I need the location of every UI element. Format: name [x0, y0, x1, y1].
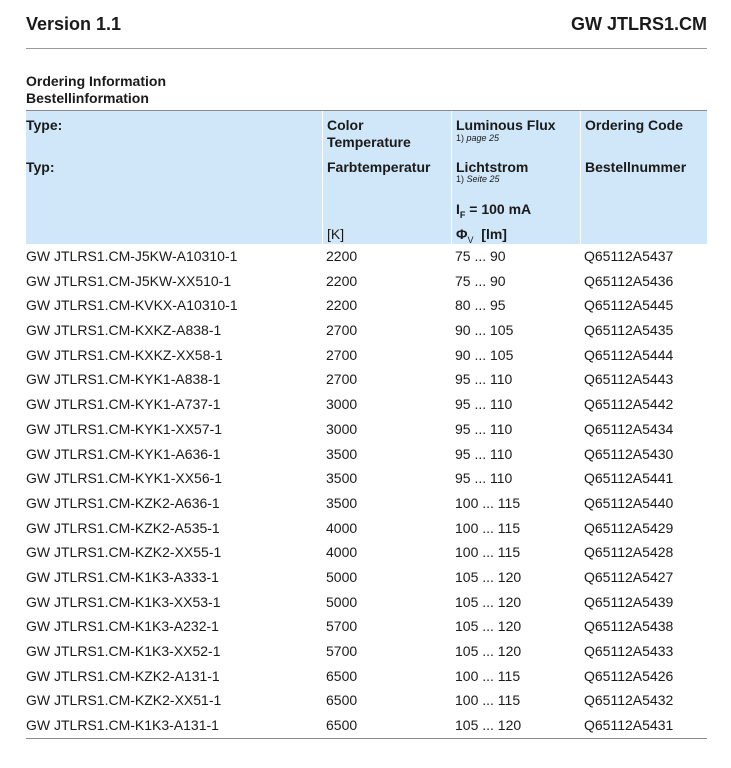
- cell-type: GW JTLRS1.CM-KXKZ-XX58-1: [26, 346, 223, 363]
- cell-type: GW JTLRS1.CM-KZK2-A535-1: [26, 519, 220, 536]
- table-row: [26, 614, 707, 639]
- cell-color-temperature: 3500: [326, 494, 358, 511]
- table-row: [26, 392, 707, 417]
- header-flux-condition: $I_F = 100$ mA: [456, 201, 532, 220]
- cell-luminous-flux: 100 ... 115: [455, 544, 521, 561]
- cell-luminous-flux: 90 ... 105: [455, 346, 514, 363]
- cell-ordering-code: Q65112A5436: [584, 272, 674, 289]
- cell-type: GW JTLRS1.CM-KYK1-A838-1: [26, 371, 221, 388]
- cell-ordering-code: Q65112A5429: [584, 519, 674, 536]
- cell-color-temperature: 3000: [326, 396, 358, 413]
- cell-ordering-code: Q65112A5443: [584, 371, 674, 388]
- cell-ordering-code: Q65112A5427: [584, 568, 674, 585]
- cell-type: GW JTLRS1.CM-KYK1-XX57-1: [26, 420, 223, 437]
- table-body: [26, 244, 707, 738]
- section-title-de: Bestellinformation: [26, 90, 149, 106]
- cell-color-temperature: 2700: [326, 346, 358, 363]
- cell-ordering-code: Q65112A5430: [584, 445, 674, 462]
- table-row: [26, 466, 707, 491]
- cell-luminous-flux: 105 ... 120: [455, 568, 522, 585]
- header-flux-note-de: 1) Seite 25: [456, 174, 500, 184]
- table-row: [26, 664, 707, 689]
- table-row: [26, 491, 707, 516]
- cell-type: GW JTLRS1.CM-K1K3-A333-1: [26, 568, 219, 585]
- cell-ordering-code: Q65112A5428: [584, 544, 674, 561]
- header-color-temperature: [322, 111, 451, 244]
- cell-color-temperature: 3000: [326, 420, 358, 437]
- cell-luminous-flux: 95 ... 110: [455, 371, 513, 388]
- cell-color-temperature: 6500: [326, 692, 358, 709]
- cell-type: GW JTLRS1.CM-K1K3-XX52-1: [26, 643, 221, 659]
- cell-luminous-flux: 100 ... 115: [455, 519, 521, 536]
- table-row: [26, 318, 707, 343]
- cell-color-temperature: 5700: [326, 618, 358, 635]
- header-ordering-code: [580, 111, 707, 244]
- cell-ordering-code: Q65112A5439: [584, 593, 674, 610]
- cell-ordering-code: Q65112A5445: [584, 297, 674, 314]
- header-divider: [26, 48, 707, 49]
- cell-ordering-code: Q65112A5437: [584, 248, 674, 264]
- cell-luminous-flux: 105 ... 120: [455, 643, 522, 659]
- cell-ordering-code: Q65112A5442: [584, 396, 674, 413]
- table-row: [26, 442, 707, 467]
- cell-type: GW JTLRS1.CM-KVKX-A10310-1: [26, 297, 238, 314]
- cell-type: GW JTLRS1.CM-KZK2-A131-1: [26, 667, 220, 684]
- cell-type: GW JTLRS1.CM-J5KW-XX510-1: [26, 272, 232, 289]
- cell-type: GW JTLRS1.CM-KYK1-A737-1: [26, 396, 221, 413]
- version-label: Version 1.1: [26, 14, 122, 34]
- table-row: [26, 293, 707, 318]
- cell-color-temperature: 2700: [326, 371, 358, 388]
- table-row: [26, 639, 707, 664]
- cell-color-temperature: 5000: [326, 568, 358, 585]
- table-bottom-rule: [26, 738, 707, 739]
- header-flux-note-en: 1) page 25: [456, 133, 500, 143]
- header-code-en: Ordering Code: [585, 117, 684, 133]
- cell-ordering-code: Q65112A5431: [584, 717, 674, 734]
- cell-color-temperature: 2200: [326, 248, 358, 264]
- cell-type: GW JTLRS1.CM-K1K3-A232-1: [26, 618, 219, 635]
- cell-luminous-flux: 95 ... 110: [455, 420, 513, 437]
- cell-color-temperature: 6500: [326, 717, 358, 734]
- header-type-en: Type:: [26, 117, 63, 133]
- header-type-de: Typ:: [26, 159, 55, 175]
- cell-ordering-code: Q65112A5433: [584, 643, 674, 659]
- cell-color-temperature: 4000: [326, 519, 358, 536]
- header-cct-en-2: Temperature: [327, 134, 411, 150]
- table-row: [26, 417, 707, 442]
- product-name: GW JTLRS1.CM: [570, 14, 707, 34]
- cell-ordering-code: Q65112A5444: [584, 346, 674, 363]
- cell-ordering-code: Q65112A5438: [584, 618, 674, 635]
- cell-color-temperature: 2200: [326, 297, 358, 314]
- table-header: [26, 110, 707, 244]
- cell-luminous-flux: 80 ... 95: [455, 297, 506, 314]
- table-row: [26, 565, 707, 590]
- cell-luminous-flux: 90 ... 105: [455, 322, 514, 339]
- cell-type: GW JTLRS1.CM-K1K3-A131-1: [26, 717, 219, 734]
- cell-luminous-flux: 95 ... 110: [455, 396, 513, 413]
- table-row: [26, 244, 707, 269]
- cell-color-temperature: 5000: [326, 593, 358, 610]
- cell-color-temperature: 6500: [326, 667, 358, 684]
- cell-type: GW JTLRS1.CM-KZK2-XX51-1: [26, 692, 222, 709]
- cell-luminous-flux: 100 ... 115: [455, 494, 521, 511]
- cell-luminous-flux: 95 ... 110: [455, 470, 513, 487]
- table-row: [26, 343, 707, 368]
- cell-ordering-code: Q65112A5426: [584, 667, 674, 684]
- cell-ordering-code: Q65112A5434: [584, 420, 674, 437]
- header-type: [26, 111, 322, 244]
- cell-ordering-code: Q65112A5440: [584, 494, 674, 511]
- cell-luminous-flux: 95 ... 110: [455, 445, 513, 462]
- cell-luminous-flux: 105 ... 120: [455, 618, 522, 635]
- cell-type: GW JTLRS1.CM-KYK1-A636-1: [26, 445, 221, 462]
- cell-type: GW JTLRS1.CM-KZK2-XX55-1: [26, 544, 222, 561]
- cell-luminous-flux: 100 ... 115: [455, 667, 521, 684]
- cell-color-temperature: 3500: [326, 470, 358, 487]
- cell-color-temperature: 2700: [326, 322, 358, 339]
- header-flux-en: Luminous Flux: [456, 117, 556, 133]
- ordering-table: [26, 110, 707, 739]
- cell-luminous-flux: 105 ... 120: [455, 593, 522, 610]
- table-row: [26, 540, 707, 565]
- header-code-de: Bestellnummer: [585, 159, 687, 175]
- header-flux-unit: $\Phi_V$ [lm]: [456, 226, 507, 245]
- cell-type: GW JTLRS1.CM-KZK2-A636-1: [26, 494, 220, 511]
- cell-luminous-flux: 75 ... 90: [455, 248, 506, 264]
- cell-type: GW JTLRS1.CM-K1K3-XX53-1: [26, 593, 221, 610]
- cell-type: GW JTLRS1.CM-KYK1-XX56-1: [26, 470, 223, 487]
- cell-ordering-code: Q65112A5441: [584, 470, 674, 487]
- table-row: [26, 713, 707, 738]
- cell-color-temperature: 3500: [326, 445, 358, 462]
- cell-color-temperature: 2200: [326, 272, 358, 289]
- table-row: [26, 590, 707, 615]
- section-title-en: Ordering Information: [26, 73, 166, 89]
- header-cct-unit: [K]: [327, 226, 345, 242]
- section-title: [26, 73, 166, 107]
- header-cct-en-1: Color: [327, 117, 364, 133]
- cell-type: GW JTLRS1.CM-J5KW-A10310-1: [26, 248, 238, 264]
- cell-luminous-flux: 105 ... 120: [455, 717, 522, 734]
- cell-color-temperature: 4000: [326, 544, 358, 561]
- table-row: [26, 688, 707, 713]
- header-luminous-flux: [451, 111, 580, 244]
- cell-type: GW JTLRS1.CM-KXKZ-A838-1: [26, 322, 222, 339]
- cell-luminous-flux: 75 ... 90: [455, 272, 506, 289]
- table-row: [26, 367, 707, 392]
- table-row: [26, 516, 707, 541]
- cell-luminous-flux: 100 ... 115: [455, 692, 521, 709]
- header-flux-de: Lichtstrom: [456, 159, 529, 175]
- page-header: [26, 14, 707, 38]
- header-cct-de: Farbtemperatur: [327, 159, 431, 175]
- cell-ordering-code: Q65112A5432: [584, 692, 674, 709]
- cell-ordering-code: Q65112A5435: [584, 322, 674, 339]
- cell-color-temperature: 5700: [326, 643, 358, 659]
- table-row: [26, 269, 707, 294]
